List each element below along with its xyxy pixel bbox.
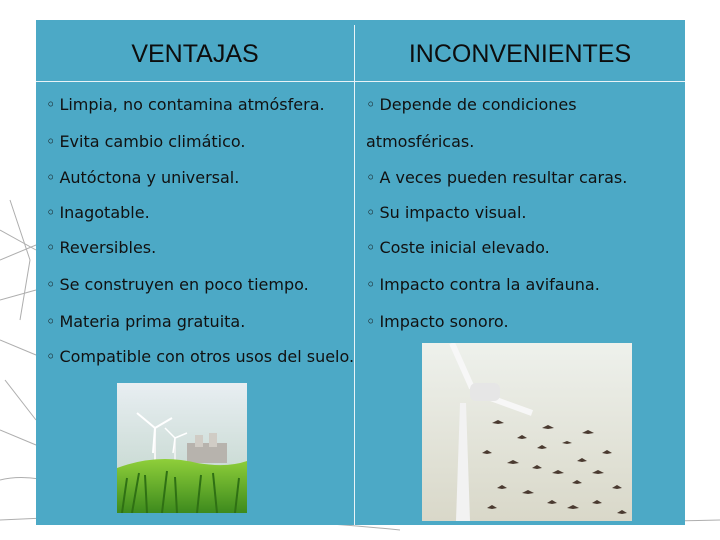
bullet-icon: ◦ — [46, 95, 56, 114]
inconvenientes-heading: INCONVENIENTES — [408, 40, 632, 68]
ventaja-item: ◦ Materia prima gratuita. — [46, 312, 246, 331]
inconveniente-item-continuation: atmosféricas. — [366, 132, 475, 151]
ventaja-item: ◦ Evita cambio climático. — [46, 132, 246, 151]
ventaja-item: ◦ Compatible con otros usos del suelo. — [46, 347, 355, 366]
bullet-icon: ◦ — [366, 275, 376, 294]
inconveniente-item: ◦ Coste inicial elevado. — [366, 238, 550, 257]
bullet-icon: ◦ — [46, 275, 56, 294]
ventaja-item: ◦ Inagotable. — [46, 203, 150, 222]
bullet-icon: ◦ — [46, 312, 56, 331]
inconveniente-item: ◦ Impacto sonoro. — [366, 312, 509, 331]
bullet-icon: ◦ — [46, 203, 56, 222]
ventaja-item: ◦ Reversibles. — [46, 238, 157, 257]
bullet-icon: ◦ — [46, 238, 56, 257]
inconveniente-item: ◦ Depende de condiciones — [366, 95, 577, 114]
bullet-icon: ◦ — [366, 312, 376, 331]
header-divider — [36, 81, 685, 82]
ventaja-item: ◦ Autóctona y universal. — [46, 168, 240, 187]
wind-turbine-birds-photo — [422, 343, 632, 521]
inconveniente-item: ◦ Impacto contra la avifauna. — [366, 275, 600, 294]
bullet-icon: ◦ — [46, 132, 56, 151]
bullet-icon: ◦ — [366, 203, 376, 222]
wind-turbines-field-photo — [117, 383, 247, 513]
ventajas-heading: VENTAJAS — [131, 40, 259, 68]
inconveniente-item: ◦ Su impacto visual. — [366, 203, 527, 222]
bullet-icon: ◦ — [366, 168, 376, 187]
ventaja-item: ◦ Se construyen en poco tiempo. — [46, 275, 309, 294]
column-divider — [354, 25, 355, 525]
ventaja-item: ◦ Limpia, no contamina atmósfera. — [46, 95, 325, 114]
bullet-icon: ◦ — [46, 168, 56, 187]
inconveniente-item: ◦ A veces pueden resultar caras. — [366, 168, 628, 187]
bullet-icon: ◦ — [366, 95, 376, 114]
bullet-icon: ◦ — [366, 238, 376, 257]
bullet-icon: ◦ — [46, 347, 56, 366]
